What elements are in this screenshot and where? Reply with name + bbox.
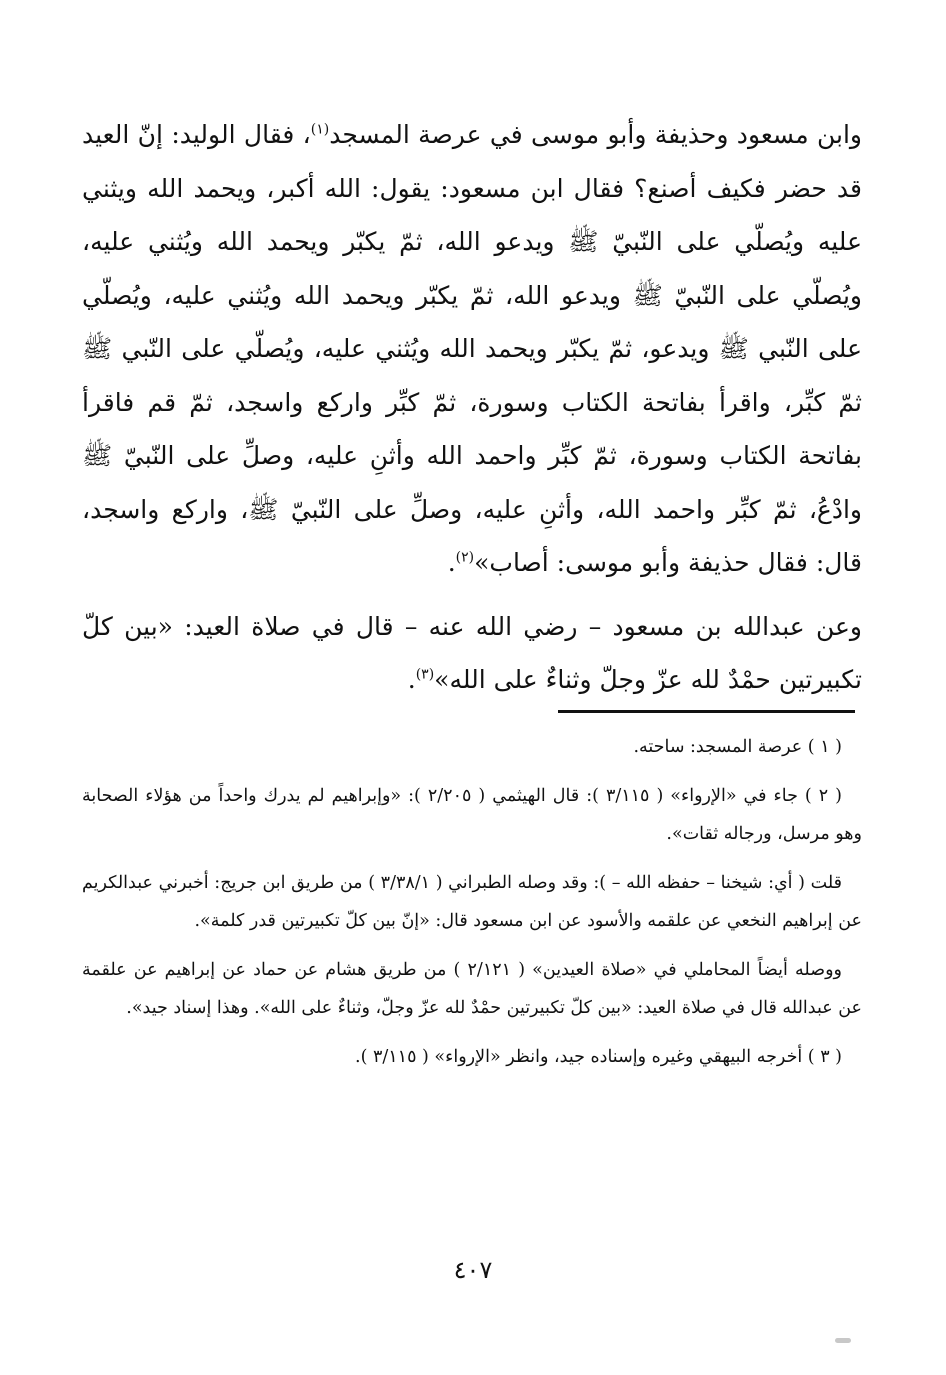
footnote-3: ( ٣ ) أخرجه البيهقي وغيره وإسناده جيد، وانظر «الإرواء» ( ٣/١١٥ ). [355,1046,842,1067]
main-paragraph-2-end: . [407,665,416,694]
main-paragraph-1-part-a: وابن مسعود وحذيفة وأبو موسى في عرصة المسجد [329,120,862,149]
scan-mark [835,1338,851,1343]
main-paragraph-2-part-a: وعن عبدالله بن مسعود – رضي الله عنه – قال في صلاة العيد: «بين كلّ تكبيرتين حمْدٌ لله عزّ وجلّ وثناءٌ على الله» [82,611,862,694]
footnote-1: ( ١ ) عرصة المسجد: ساحته. [633,737,842,757]
footnote-2-note-2: ووصله أيضاً المحاملي في «صلاة العيدين» ( ٢/١٢١ ) من طريق هشام عن حماد عن إبراهيم عن علقمة عن عبدالله قال في صلاة العيد: «بين كلّ تكبيرتين حمْدٌ لله عزّ وجلّ، وثناءٌ على الله». وهذا إسناد جيد». [82,959,862,1018]
main-paragraph-1 [82,108,862,590]
footnote-ref-2: (٢) [455,549,475,566]
footnote-ref-3: (٣) [415,666,435,683]
footnote-2-note-1: قلت ( أي: شيخنا – حفظه الله – ): وقد وصله الطبراني ( ٣/٣٨/١ ) من طريق ابن جريج: أخبرني عبدالكريم عن إبراهيم النخعي عن علقمه والأسود عن ابن مسعود قال: «إنّ بين كلّ تكبيرتين قدر كلمة». [82,872,862,931]
footnotes [82,728,862,1086]
page-number: ٤٠٧ [453,1256,493,1284]
footnote-ref-1: (١) [310,121,330,138]
main-paragraph-1-end: . [447,548,456,577]
main-text [82,108,862,707]
footnote-separator [558,710,855,713]
main-paragraph-1-part-b: ، فقال الوليد: إنّ العيد قد حضر فكيف أصنع؟ فقال ابن مسعود: يقول: الله أكبر، ويحمد الله ويثني عليه ويُصلّي على النّبيّ ﷺ ويدعو الله، ثمّ يكبّر ويحمد الله ويُثني عليه، ويُصلّي على النّبيّ ﷺ ويدعو الله، ثمّ يكبّر ويحمد الله ويُثني عليه، ويُصلّي على النّبي ﷺ ويدعو، ثمّ يكبّر ويحمد الله ويُثني عليه، ويُصلّي على النّبي ﷺ ثمّ كبِّر، واقرأ بفاتحة الكتاب وسورة، ثمّ كبِّر واركع واسجد، ثمّ قم فاقرأ بفاتحة الكتاب وسورة، ثمّ كبِّر واحمد الله وأثنِ عليه، وصلِّ على النّبيّ ﷺ وادْعُ، ثمّ كبِّر واحمد الله، وأثنِ عليه، وصلِّ على النّبيّ ﷺ، واركع واسجد، قال: فقال حذيفة وأبو موسى: أصاب» [82,120,862,577]
main-paragraph-2 [82,600,862,707]
footnote-2: ( ٢ ) جاء في «الإرواء» ( ٣/١١٥ ): قال الهيثمي ( ٢/٢٠٥ ): «وإبراهيم لم يدرك واحداً من هؤلاء الصحابة وهو مرسل، ورجاله ثقات». [82,785,862,844]
